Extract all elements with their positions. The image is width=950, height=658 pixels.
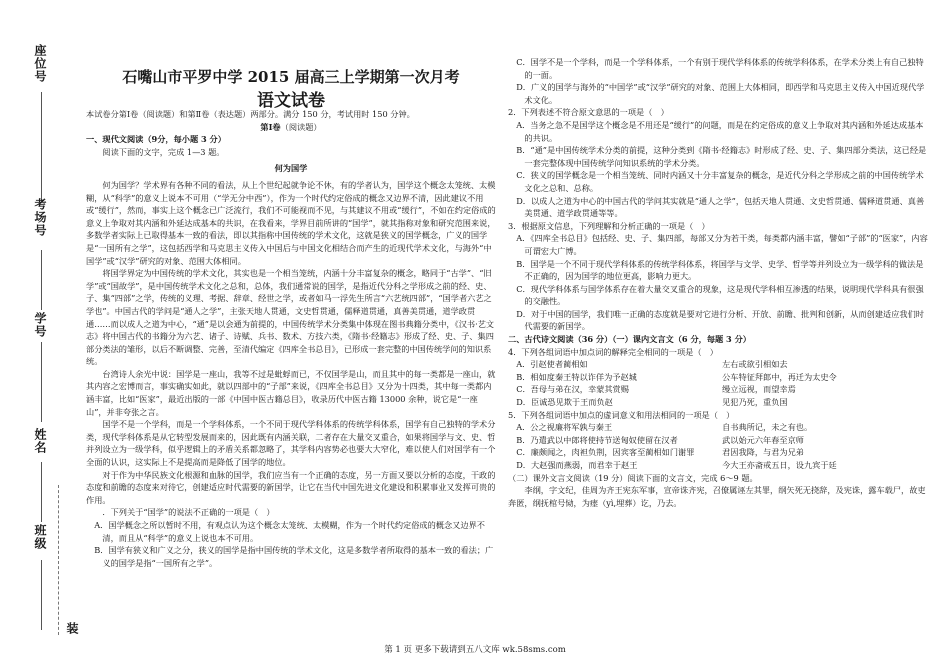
section1-heading: 一、现代文阅读（9分，每小题 3 分）: [86, 134, 226, 145]
article-title: 何为国学: [274, 163, 308, 174]
seat-number-label: 座位号: [33, 44, 47, 83]
question4-b-right: 公车特征拜郎中，再迁为太史令: [722, 371, 837, 382]
question3-stem: 3．根据原文信息，下列理解和分析正确的一项是（ ）: [508, 220, 710, 231]
question3-option-c: C．现代学科体系与国学体系存在着大量交叉重合的现象，这是现代学科相互渗透的结果，说明现代学科具有很强的交融性。: [516, 283, 924, 307]
article-paragraph: 将国学界定为中国传统的学术文化，其实也是一个相当笼统，内涵十分丰富复杂的概念，略同于“古学”、“旧学”或“国故学”，是中国传统学术文化之总和，总体，我们通常说的国学，是指近代分科之学形成之前的经、史、子、集“四部”之学，传统的义理、考据、辞章、经世之学，或者如马一浮先生所言“六艺统四部”，“国学者六艺之学也”。中国古代的学问是“通人之学”，主张天地人贯通，文史哲贯通，儒释道贯通，真善美贯通，道学政贯通……而以成人之道为中心，“通”是以会通为前提的，中国传统学术分类集中体现在图书典籍分类中，《汉书·艺文志》将中国古代的书籍分为六艺、诸子、诗赋、兵书、数术、方技六类，《隋书·经籍志》形成了经、史、子、集四部分类法的雏形，以后不断调整、完善，至清代编定《四库全书总目》，已形成一套完整的中国传统学问的知识系统。: [86, 268, 495, 367]
left-column: [86, 108, 496, 569]
section2-sub-heading: （二）课外文言文阅读（19 分）阅读下面的文言文，完成 6～9 题。: [508, 472, 758, 483]
question4-d-left: D．臣诚恐见欺于王而负赵: [516, 397, 613, 408]
volume-label: 第Ⅰ卷: [260, 121, 281, 132]
question4-d-right: 见犯乃死，重负国: [722, 397, 788, 408]
class-line[interactable]: [41, 560, 42, 630]
article-paragraph: 对于作为中华民族文化根源和血脉的国学，我们应当有一个正确的态度，另一方面又要以分析的态度，干政的态度和前瞻的态度来对待它，创建适应时代需要的新国学，让它在当代中国先进文化建设和积累事业又发挥可贵的作用。: [86, 469, 496, 505]
question2-option-d: D．以成人之道为中心的中国古代的学问其实就是“通人之学”，包括天地人贯通、文史哲贯通、儒释道贯通、真善美贯通、道学政贯通等等。: [516, 195, 925, 219]
question2-option-a: A．当务之急不是国学这个概念是不用还是“缓行”的问题，而是在约定俗成的意义上争取对其内涵和外延达成基本的共识。: [516, 119, 924, 143]
question5-row-b: [508, 434, 928, 447]
question1-option-a: A．国学概念之所以暂时不用，有观点认为这个概念太笼统、太模糊，作为一个时代约定俗成的概念又边界不清，而且从“科学”的意义上说也本不可用。: [94, 520, 485, 543]
question4-a-right: 左右或欲引相如去: [722, 359, 788, 370]
question1-stem: ．下列关于“国学”的说法不正确的一项是（ ）: [102, 507, 275, 518]
question5-d-right: 今大王亦斋戒五日，设九宾于廷: [722, 460, 837, 470]
question1-option-d: D．广义的国学与海外的“中国学”或“汉学”研究的对象、范围上大体相同，即西学和马克思主义传入中国近现代学术文化。: [516, 82, 925, 105]
school-title: 石嘴山市平罗中学 2015 届高三上学期第一次月考: [122, 68, 460, 86]
question4-row-d: [508, 396, 928, 409]
question4-row-c: [508, 383, 928, 396]
question5-b-right: 武以始元六年春至京师: [722, 434, 804, 445]
question5-row-d: [508, 459, 928, 472]
question3-option-b: B．国学是一个不同于现代学科体系的传统学科体系，将国学与文学、史学、哲学等并列设立为一级学科的做法是不正确的，因为国学的地位更高，影响力更大。: [516, 258, 924, 282]
class-label: 班级: [33, 524, 47, 550]
exam-room-label: 考场号: [33, 198, 47, 237]
question5-b-left: B．乃遣武以中郎将使持节送匈奴使留在汉者: [516, 434, 678, 445]
question5-row-a: [508, 421, 928, 434]
question5-row-c: [508, 446, 928, 459]
section2-heading: 二、古代诗文阅读（36 分）（一）课内文言文（6 分，每题 3 分）: [508, 334, 751, 345]
article-paragraph: 国学不是一个学科，而是一个学科体系，一个不同于现代学科体系的传统学科体系，国学有自己独特的学术分类，现代学科体系是从它转型发展而来的，因此既有内涵关联，二者存在大量交叉重合，如果将国学与文、史、哲并列设立为一级学科，似乎逻辑上的矛盾关系都忽略了，其学科内容势必也要大大窄化，难以使人们对国学有一个全面的认识，这实际上不是提高而是降低了国学的地位。: [86, 419, 496, 468]
question5-a-right: 自书典所记，未之有也。: [722, 422, 813, 433]
question3-option-a: A．《四库全书总目》包括经、史、子、集四部，每部又分为若干类，每类都内涵丰富，譬如“子部”的“医家”，内容可谓宏大广博。: [516, 233, 928, 256]
binding-zhuang-mark: 装: [65, 622, 79, 634]
question5-c-right: 君因我降，与君为兄弟: [722, 447, 804, 458]
question5-d-left: D．大赵强而燕弱，而君幸于赵王: [516, 460, 638, 470]
question5-c-left: C．廉颇闻之，肉袒负荆，因宾客至蔺相如门谢罪: [516, 447, 695, 458]
volume-note: （阅读题）: [280, 121, 322, 132]
student-id-line[interactable]: [41, 342, 42, 422]
student-id-label: 学号: [33, 312, 47, 338]
name-line[interactable]: [41, 462, 42, 522]
exam-room-line[interactable]: [41, 250, 42, 310]
question2-option-b: B．“通”是中国传统学术分类的前提，这种分类到《隋书·经籍志》时形成了经、史、子、集四部分类法，这已经是一套完整体现中国传统学问知识系统的学术分类。: [516, 145, 927, 168]
question3-option-d: D．对于中国的国学，我们唯一正确的态度就是要对它进行分析、开放、前瞻、批判和创新，从而创建适应我们时代需要的新国学。: [516, 308, 924, 332]
classical-passage: 李纲，字文纪，佳周为齐王宪东军事，宣帝诛齐宪，召僚属诬左其罪，纲矢死无挠辞，及宪诛，露车载尸，故吏奔匿，纲抚棺号恸，为瘗（yì,埋葬）讫，乃去。: [508, 485, 926, 508]
question5-stem: 5．下列各组词语中加点的虚词意义和用法相同的一项是（ ）: [508, 409, 735, 420]
volume-heading: [86, 121, 496, 134]
subject-title: 语文试卷: [257, 91, 325, 111]
question2-option-c: C．狭义的国学概念是一个相当笼统、同时内涵又十分丰富复杂的概念，是近代分科之学形成之前的中国传统学术文化之总和、总称。: [516, 170, 924, 193]
binding-margin: [0, 0, 82, 658]
article-paragraph: 台湾诗人余光中说：国学是一座山，我等不过是蚍蜉而已，不仅国学是山，而且其中的每一类都是一座山，就其内容之宏博而言，事实确实如此，就以四部中的“子部”来说，《四库全书总目》又分为十四类，其中每一类都内涵丰富，比如“医家”，最近出版的一部《中国中医古籍总目》，收录历代中医古籍 13000 余种，说它是“一座山”，并非夸张之言。: [86, 368, 496, 417]
question1-option-c: C．国学不是一个学科，而是一个学科体系，一个有别于现代学科体系的传统学科体系，在学术分类上有自己独特的一面。: [516, 57, 924, 80]
binding-dashed-line: [58, 485, 59, 635]
question2-stem: 2．下列表述不符合原文意思的一项是（ ）: [508, 107, 669, 118]
question4-c-right: 缦立远视，而望幸焉: [722, 384, 796, 395]
question4-b-left: B．相如度秦王特以诈佯为予赵城: [516, 371, 637, 382]
question4-row-a: [508, 358, 928, 371]
seat-line[interactable]: [41, 92, 42, 202]
question1-option-b: B．国学有狭义和广义之分，狭义的国学是指中国传统的学术文化，这是多数学者所取得的基本一致的看法；广义的国学是指“一国所有之学”。: [94, 545, 494, 568]
article-paragraph: 何为国学？学术界有各种不同的看法，从上个世纪起就争论不休，有的学者认为，国学这个概念太笼统、太模糊，从“科学”的意义上说本不可用（“学无分中西”），作为一个时代约定俗成的概念又边界不清，因此建议不用或“缓行”，然而，事实上这个概念已广泛流行，我们不可能视而不见，与其建议不用或“缓行”，不如在约定俗成的意义上争取对其内涵和外延达成基本的共识，在我看来，学界目前所讲的“国学”，就其指称对象和研究范围来说，多数学者实际上已取得基本一致的看法，即以其指称中国传统的学术文化，这就是狭义的国学概念，广义的国学是“一国所有之学”，这包括西学和马克思主义传入中国后与中国文化相结合而产生的近现代学术文化，与海外“中国学”或“汉学”研究的对象、范围大体相同。: [86, 179, 496, 266]
name-label: 姓名: [33, 428, 47, 454]
page-footer: 第 1 页 更多下载请到五八文库 wk.58sms.com: [384, 645, 566, 655]
question5-a-left: A．公之视廉将军孰与秦王: [516, 422, 613, 433]
question4-row-b: [508, 371, 928, 384]
question4-stem: 4．下列各组词语中加点词的解释完全相同的一项是（ ）: [508, 346, 718, 357]
question4-c-left: C．吾母与弟在汉，幸蒙其赏赐: [516, 384, 629, 395]
section1-instruction: 阅读下面的文字，完成 1—3 题。: [102, 146, 225, 157]
right-column: [508, 56, 928, 509]
question4-a-left: A．引赵使者蔺相如: [516, 359, 588, 370]
exam-instructions: 本试卷分第Ⅰ卷（阅读题）和第Ⅱ卷（表达题）两部分。满分 150 分，考试用时 150 分钟。: [86, 109, 415, 119]
